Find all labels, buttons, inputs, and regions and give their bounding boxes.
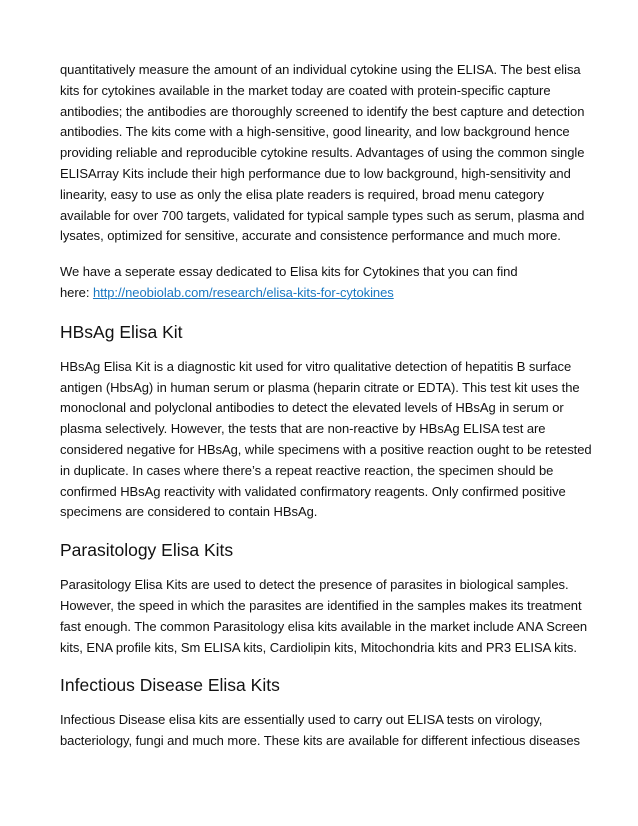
text-line: Infectious Disease elisa kits are essentially used to carry out ELISA tests on virology, xyxy=(60,712,543,728)
link-prefix: here: xyxy=(60,284,93,300)
text-line: plasma selectively. However, the tests that are non-reactive by HBsAg ELISA test are xyxy=(60,421,546,437)
document-page xyxy=(60,60,590,752)
text-line xyxy=(60,283,590,304)
text-line: antigen (HbsAg) in human serum or plasma (heparin citrate or EDTA). This test kit uses the xyxy=(60,379,580,395)
text-line: antibodies; the antibodies are thoroughly screened to identify the best capture and detection xyxy=(60,103,585,119)
text-line: quantitatively measure the amount of an individual cytokine using the ELISA. The best elisa xyxy=(60,62,581,77)
text-line: in duplicate. In cases where there’s a repeat reactive reaction, the specimen should be xyxy=(60,462,554,478)
text-line: bacteriology, fungi and much more. These kits are available for different infectious diseases xyxy=(60,733,580,749)
text-line: However, the speed in which the parasites are identified in the samples makes its treatment xyxy=(60,597,582,613)
text-line: considered negative for HBsAg, while specimens with a positive reaction ought to be retested xyxy=(60,441,592,457)
text-line: lysates, optimized for sensitive, accurate and consistence performance and much more. xyxy=(60,228,561,244)
text-line: kits for cytokines available in the market today are coated with protein-specific capture xyxy=(60,82,551,98)
text-line: Parasitology Elisa Kits are used to detect the presence of parasites in biological samples. xyxy=(60,577,569,593)
text-line: confirmed HBsAg reactivity with validated confirmatory reagents. Only confirmed positive xyxy=(60,483,566,499)
essay-paragraph xyxy=(60,262,590,304)
text-line: specimens are considered to contain HBsAg. xyxy=(60,504,318,520)
text-line: kits, ENA profile kits, Sm ELISA kits, Cardiolipin kits, Mitochondria kits and PR3 ELISA kits. xyxy=(60,639,577,655)
text-line: providing reliable and reproducible cytokine results. Advantages of using the common single xyxy=(60,145,585,161)
hbsag-paragraph xyxy=(60,357,590,523)
intro-paragraph xyxy=(60,60,590,247)
infectious-paragraph xyxy=(60,710,590,752)
text-line: We have a seperate essay dedicated to Elisa kits for Cytokines that you can find xyxy=(60,264,518,280)
hbsag-heading: HBsAg Elisa Kit xyxy=(60,321,183,342)
text-line: monoclonal and polyclonal antibodies to detect the elevated levels of HBsAg in serum or xyxy=(60,400,564,416)
infectious-heading: Infectious Disease Elisa Kits xyxy=(60,675,280,696)
text-line: fast enough. The common Parasitology elisa kits available in the market include ANA Screen xyxy=(60,618,588,634)
text-line: linearity, easy to use as only the elisa plate readers is required, broad menu category xyxy=(60,186,544,202)
essay-link[interactable]: http://neobiolab.com/research/elisa-kits-for-cytokines xyxy=(92,284,394,300)
text-line: antibodies. The kits come with a high-sensitive, good linearity, and low background hence xyxy=(60,124,570,140)
text-line: available for over 700 targets, validated for typical sample types such as serum, plasma and xyxy=(60,207,585,223)
text-line: ELISArray Kits include their high performance due to low background, high-sensitivity and xyxy=(60,165,571,181)
text-line: HBsAg Elisa Kit is a diagnostic kit used for vitro qualitative detection of hepatitis B surface xyxy=(60,358,572,374)
parasitology-heading: Parasitology Elisa Kits xyxy=(60,540,234,561)
parasitology-paragraph xyxy=(60,575,590,658)
